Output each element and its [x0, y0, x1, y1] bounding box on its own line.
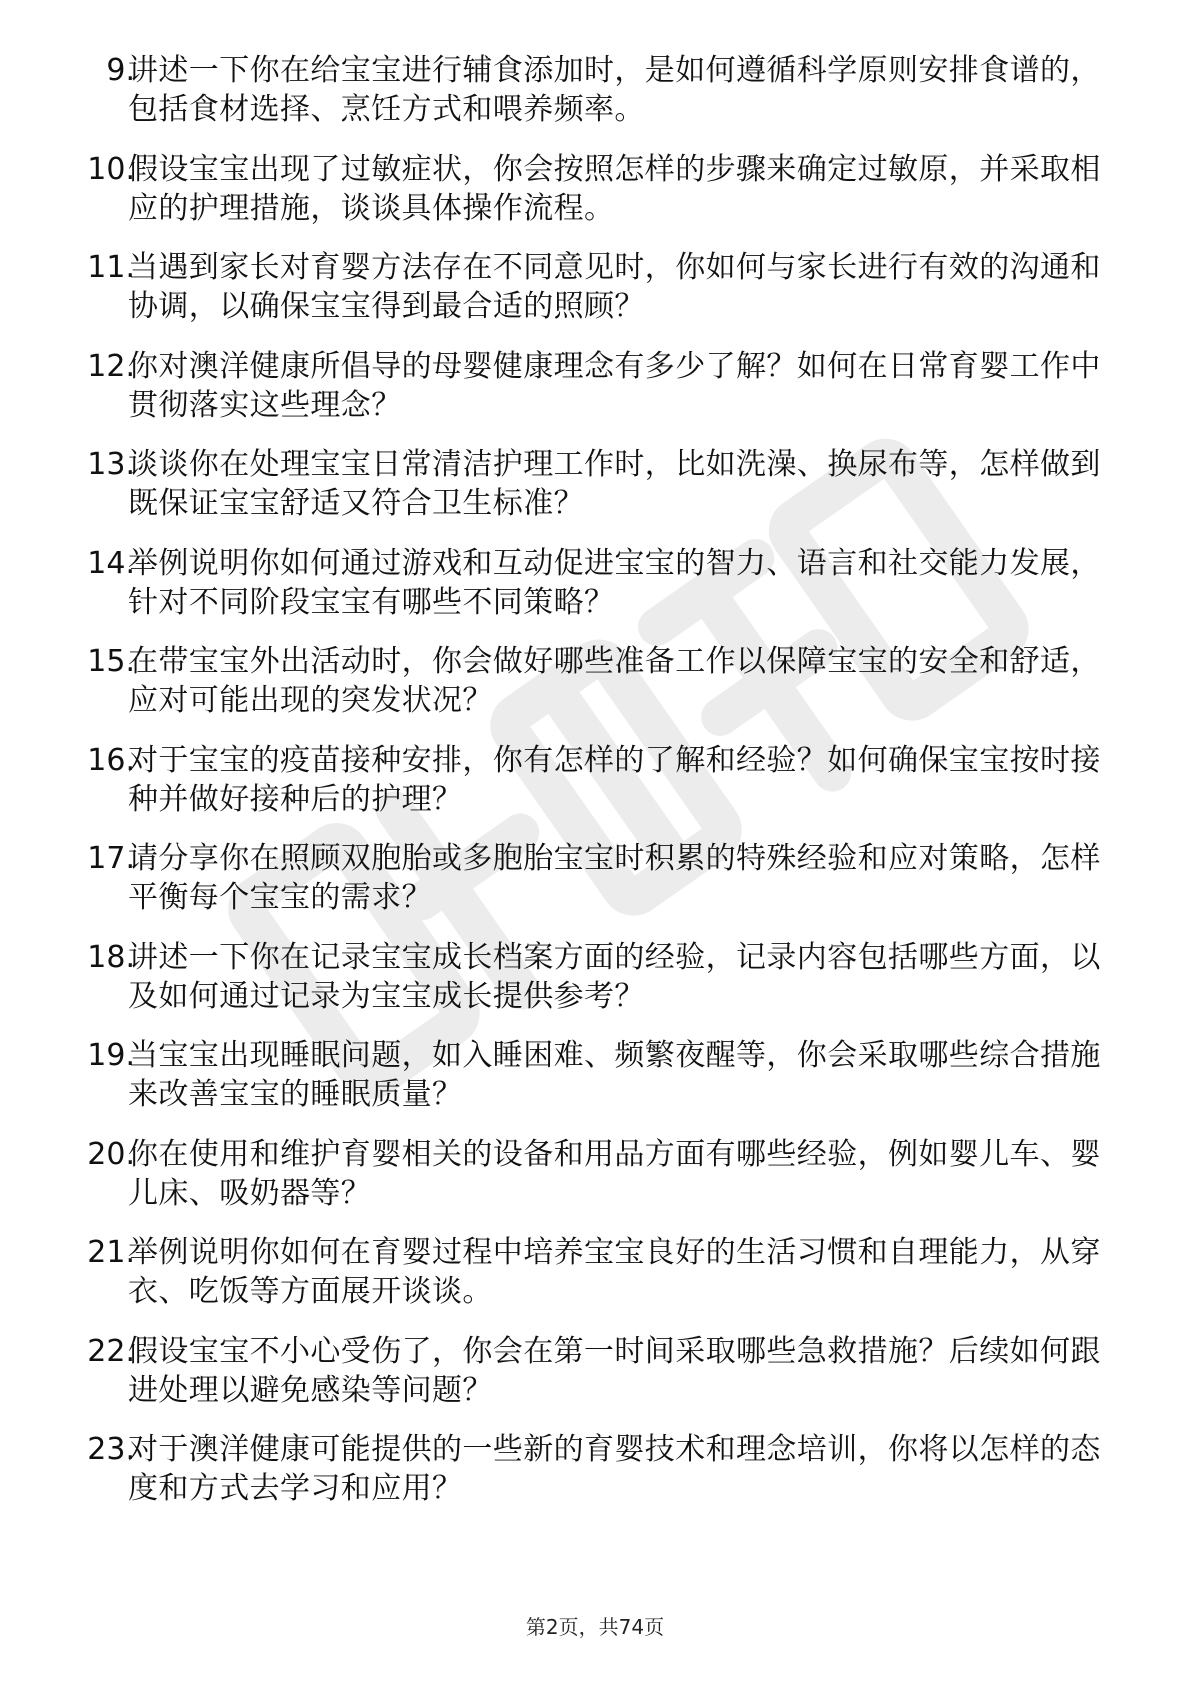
question-number: 11. [87, 250, 135, 285]
question-number: 13. [87, 447, 135, 482]
list-item [0, 741, 1190, 840]
question-text: 在带宝宝外出活动时，你会做好哪些准备工作以保障宝宝的安全和舒适，应对可能出现的突发状况？ [128, 644, 1101, 718]
list-item [0, 445, 1190, 544]
question-text: 讲述一下你在给宝宝进行辅食添加时，是如何遵循科学原则安排食谱的，包括食材选择、烹饪方式和喂养频率。 [128, 53, 1101, 127]
list-item [0, 642, 1190, 741]
question-number: 22. [87, 1333, 135, 1369]
question-text: 举例说明你如何通过游戏和互动促进宝宝的智力、语言和社交能力发展，针对不同阶段宝宝有哪些不同策略？ [128, 545, 1101, 620]
question-number: 12. [87, 348, 135, 384]
question-text: 当遇到家长对育婴方法存在不同意见时，你如何与家长进行有效的沟通和协调，以确保宝宝得到最合适的照顾？ [128, 250, 1101, 324]
question-text: 对于澳洋健康可能提供的一些新的育婴技术和理念培训，你将以怎样的态度和方式去学习和应用？ [128, 1432, 1101, 1506]
question-number: 15. [87, 644, 135, 679]
question-number: 9. [106, 53, 135, 88]
question-list [0, 51, 1190, 1529]
question-number: 23. [87, 1432, 135, 1467]
list-item [0, 839, 1190, 938]
question-number: 17. [87, 841, 135, 876]
list-item [0, 1332, 1190, 1431]
question-number: 18. [87, 939, 135, 975]
list-item [0, 248, 1190, 347]
question-number: 14. [87, 545, 135, 581]
list-item [0, 544, 1190, 643]
question-number: 10. [87, 151, 135, 187]
question-number: 20. [87, 1136, 135, 1172]
list-item [0, 938, 1190, 1037]
question-text: 你在使用和维护育婴相关的设备和用品方面有哪些经验，例如婴儿车、婴儿床、吸奶器等？ [128, 1136, 1101, 1211]
list-item [0, 1036, 1190, 1135]
question-text: 当宝宝出现睡眠问题，如入睡困难、频繁夜醒等，你会采取哪些综合措施来改善宝宝的睡眠质量？ [128, 1038, 1101, 1112]
question-text: 你对澳洋健康所倡导的母婴健康理念有多少了解？如何在日常育婴工作中贯彻落实这些理念？ [128, 348, 1101, 423]
question-number: 21. [87, 1235, 135, 1270]
list-item [0, 1430, 1190, 1529]
question-text: 假设宝宝出现了过敏症状，你会按照怎样的步骤来确定过敏原，并采取相应的护理措施，谈谈具体操作流程。 [128, 151, 1101, 226]
question-text: 谈谈你在处理宝宝日常清洁护理工作时，比如洗澡、换尿布等，怎样做到既保证宝宝舒适又符合卫生标准？ [128, 447, 1101, 521]
question-number: 16. [87, 742, 135, 778]
question-text: 假设宝宝不小心受伤了，你会在第一时间采取哪些急救措施？后续如何跟进处理以避免感染等问题？ [128, 1333, 1101, 1408]
list-item [0, 150, 1190, 249]
list-item [0, 1233, 1190, 1332]
list-item [0, 51, 1190, 150]
list-item [0, 347, 1190, 446]
question-text: 举例说明你如何在育婴过程中培养宝宝良好的生活习惯和自理能力，从穿衣、吃饭等方面展开谈谈。 [128, 1235, 1101, 1309]
list-item [0, 1135, 1190, 1234]
question-number: 19. [87, 1038, 135, 1073]
page-number-footer: 第2页，共74页 [525, 1615, 665, 1639]
question-text: 讲述一下你在记录宝宝成长档案方面的经验，记录内容包括哪些方面，以及如何通过记录为宝宝成长提供参考？ [128, 939, 1101, 1014]
question-text: 对于宝宝的疫苗接种安排，你有怎样的了解和经验？如何确保宝宝按时接种并做好接种后的护理？ [128, 742, 1101, 817]
question-text: 请分享你在照顾双胞胎或多胞胎宝宝时积累的特殊经验和应对策略，怎样平衡每个宝宝的需求？ [128, 841, 1101, 915]
